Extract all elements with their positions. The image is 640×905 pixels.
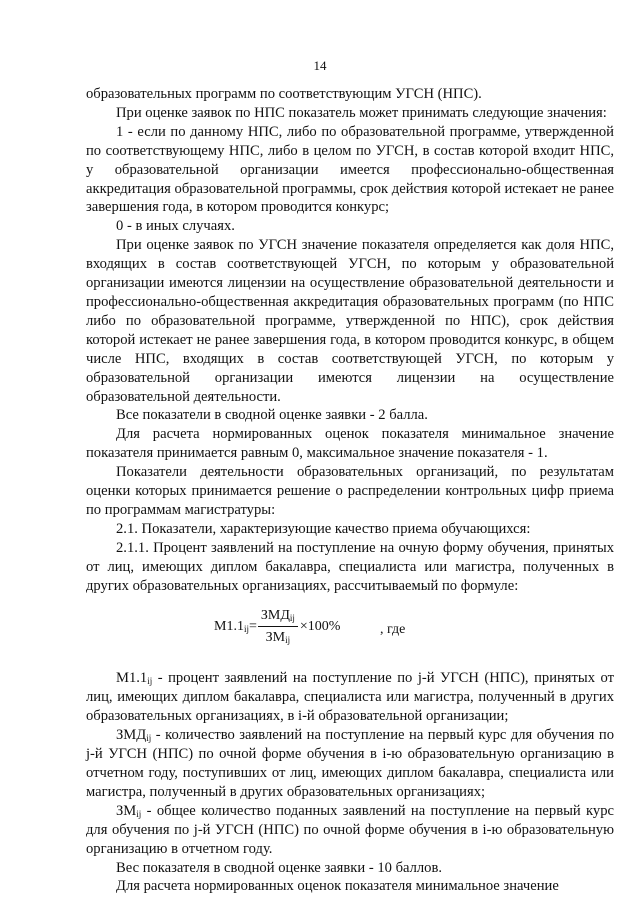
paragraph-weight-10: Вес показателя в сводной оценке заявки - 10 баллов. — [116, 859, 443, 876]
formula-block — [86, 603, 614, 659]
paragraph-continuation: образовательных программ по соответствующим УГСН (НПС). — [86, 86, 482, 102]
document-body — [86, 85, 614, 896]
formula — [214, 607, 340, 646]
formula-where: , где — [380, 622, 406, 638]
formula-multiplier: ×100% — [299, 618, 341, 634]
definition-zm: $ЗМ_{ij}$ - общее количество поданных заявлений на поступление на первый курс для обучения по j-й УГСН (НПС) по очной форме обучения в i-ю образовательную организацию в отчетном году. — [86, 802, 614, 857]
formula-numerator: $ЗМД_{ij}$ — [258, 607, 298, 627]
paragraph-weight-2: Все показатели в сводной оценке заявки - 2 балла. — [116, 407, 428, 424]
formula-equals: = — [248, 618, 257, 634]
definition-m11: $М1.1_{ij}$ - процент заявлений на поступление по j-й УГСН (НПС), принятых от лиц, имеющих диплом бакалавра, специалиста или магистра, полученный в других образовательных организациях, в i-й образовательной организации; — [86, 670, 614, 725]
paragraph-normalization-2: Для расчета нормированных оценок показателя минимальное значение — [116, 878, 559, 895]
definition-zmd: $ЗМД_{ij}$ - количество заявлений на поступление на первый курс для обучения по j-й УГСН (НПС) по очной форме обучения в i-ю образовательную организацию в отчетном году, поступивших от лиц, имеющих диплом бакалавра, специалиста или магистра, полученный в других образовательных организациях; — [86, 727, 614, 800]
paragraph-ugsn-evaluation: При оценке заявок по УГСН значение показателя определяется как доля НПС, входящих в состав соответствующей УГСН, по которым у образовательной организации имеются лицензии на осуществление образовательной деятельности и профессионально-общественная аккредитация образовательных программ (по НПС либо по образовательной программе, утвержденной по НПС), срок действия которой истекает не ранее завершения года, в котором проводится конкурс, в общем числе НПС, входящих в состав соответствующей УГСН, по которым у образовательной организации имеются лицензии на осуществление образовательной деятельности. — [86, 237, 614, 405]
page-number: 14 — [313, 58, 327, 73]
paragraph-magistracy-indicators: Показатели деятельности образовательных организаций, по результатам оценки которых принимается решение о распределении контрольных цифр приема по программам магистратуры: — [86, 464, 614, 518]
paragraph-section-2-1-1: 2.1.1. Процент заявлений на поступление на очную форму обучения, принятых от лиц, имеющих диплом бакалавра, специалиста или магистра, полученных в других образовательных организациях, рассчитываемый по формуле: — [86, 539, 614, 594]
paragraph-value-one: 1 - если по данному НПС, либо по образовательной программе, утвержденной по соответствующему НПС, либо в целом по УГСН, в состав которой входит НПС, у образовательной организации имеется профессионально-общественная аккредитация образовательной программы, срок действия которой истекает не ранее завершения года, в котором проводится конкурс; — [86, 123, 614, 216]
paragraph-nps-values-intro: При оценке заявок по НПС показатель может принимать следующие значения: — [116, 104, 607, 121]
paragraph-section-2-1: 2.1. Показатели, характеризующие качество приема обучающихся: — [116, 520, 531, 537]
formula-denominator: $ЗМ_{ij}$ — [265, 630, 291, 646]
paragraph-value-zero: 0 - в иных случаях. — [116, 218, 235, 235]
formula-fraction — [258, 607, 298, 646]
formula-lhs: $М1.1_{ij}$ — [214, 618, 249, 634]
paragraph-normalization-1: Для расчета нормированных оценок показателя минимальное значение показателя принимается равным 0, максимальное значение показателя - 1. — [86, 426, 614, 462]
